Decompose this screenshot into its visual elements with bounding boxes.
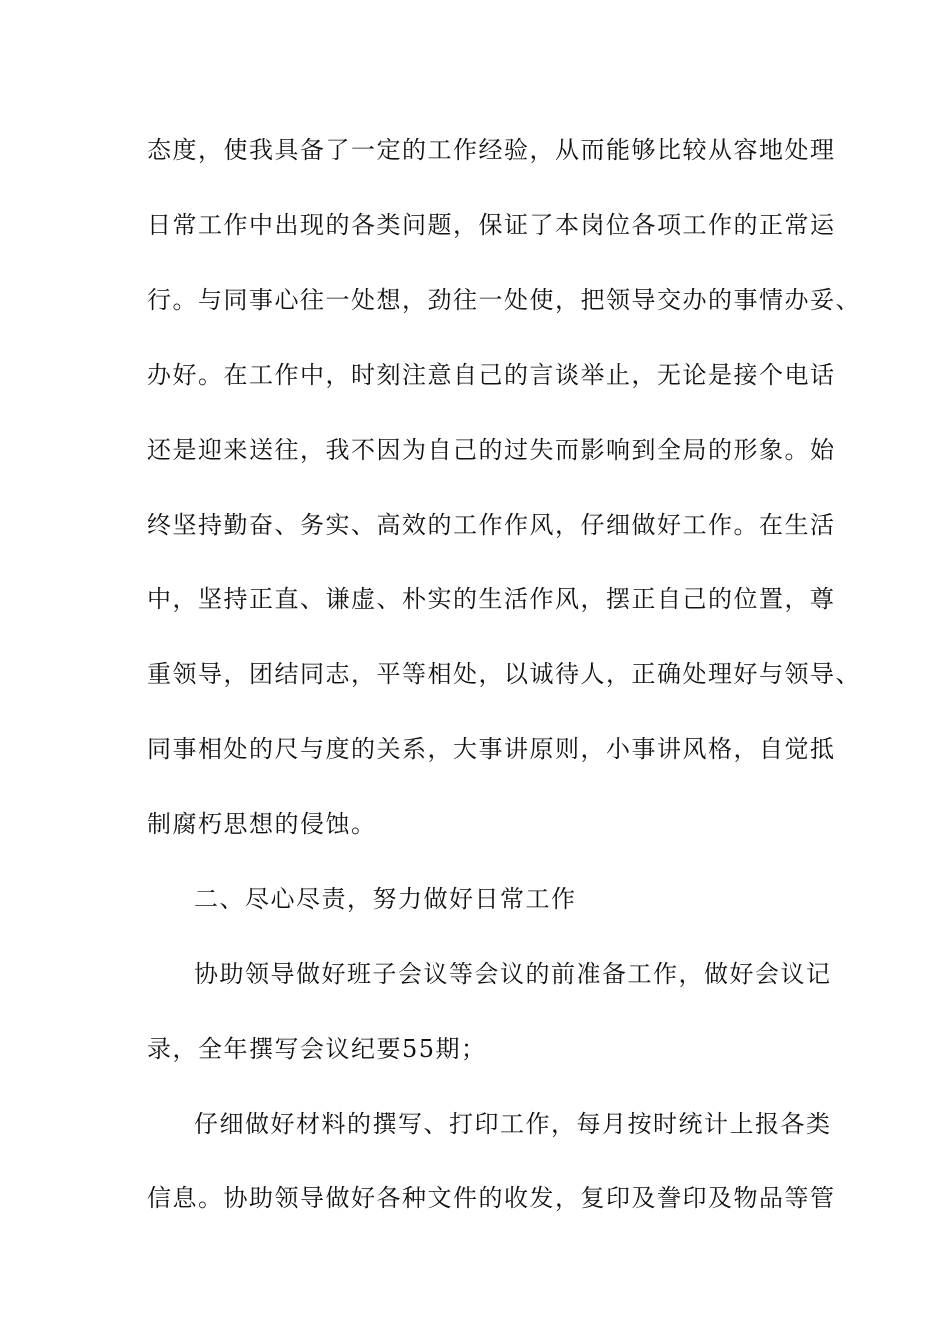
text-line: 还是迎来送往，我不因为自己的过失而影响到全局的形象。始 [147,436,836,464]
text-line: 同事相处的尺与度的关系，大事讲原则，小事讲风格，自觉抵 [147,735,836,763]
text-line: 仔细做好材料的撰写、打印工作，每月按时统计上报各类 [194,1110,832,1138]
text-line: 行。与同事心往一处想，劲往一处使，把领导交办的事情办妥、 [147,286,861,314]
section-heading: 二、尽心尽责，努力做好日常工作 [194,885,577,913]
text-line: 中，坚持正直、谦虚、朴实的生活作风，摆正自己的位置，尊 [147,585,836,613]
text-line: 信息。协助领导做好各种文件的收发，复印及誊印及物品等管 [147,1184,836,1212]
text-line: 协助领导做好班子会议等会议的前准备工作，做好会议记 [194,960,832,988]
text-line: 录，全年撰写会议纪要55期； [147,1035,487,1063]
text-line: 态度，使我具备了一定的工作经验，从而能够比较从容地处理 [147,136,836,164]
text-line: 办好。在工作中，时刻注意自己的言谈举止，无论是接个电话 [147,361,836,389]
text-line: 终坚持勤奋、务实、高效的工作作风，仔细做好工作。在生活 [147,511,836,539]
text-line: 日常工作中出现的各类问题，保证了本岗位各项工作的正常运 [147,211,836,239]
text-line: 制腐朽思想的侵蚀。 [147,810,377,838]
text-line: 重领导，团结同志，平等相处，以诚待人，正确处理好与领导、 [147,660,861,688]
